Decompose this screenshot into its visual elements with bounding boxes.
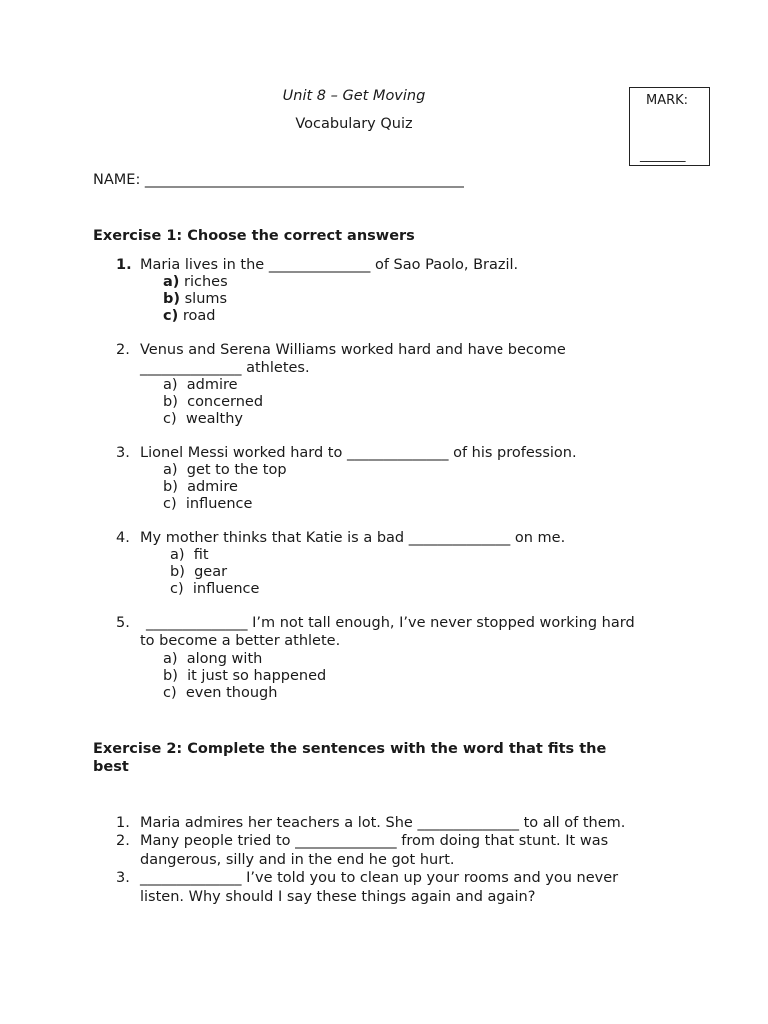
q5-number: 5. [116, 615, 130, 631]
q4-option-b: b) gear [170, 564, 228, 580]
e2-item3-number: 3. [116, 870, 130, 886]
exercise1-heading: Exercise 1: Choose the correct answers [93, 228, 415, 244]
q1-option-a: a) riches [163, 274, 228, 290]
q2-option-a: a) admire [163, 377, 238, 393]
e2-item1-text: Maria admires her teachers a lot. She ______________ to all of them. [140, 815, 626, 831]
mark-label: MARK: [646, 93, 689, 108]
exercise2-heading-cont: best [93, 759, 129, 775]
e2-item1-number: 1. [116, 815, 130, 831]
q3-text: Lionel Messi worked hard to ______________ of his profession. [140, 445, 577, 461]
unit-title: Unit 8 – Get Moving [282, 88, 426, 104]
e2-item2-text-cont: dangerous, silly and in the end he got hurt. [140, 852, 455, 868]
e2-item3-text: ______________ I’ve told you to clean up your rooms and you never [140, 870, 619, 886]
q5-text: ______________ I’m not tall enough, I’ve never stopped working hard [146, 615, 635, 631]
q2-text: Venus and Serena Williams worked hard and have become [140, 342, 566, 358]
q1-text: Maria lives in the ______________ of Sao Paolo, Brazil. [140, 257, 519, 273]
q3-option-c: c) influence [163, 496, 253, 512]
e2-item2-text: Many people tried to ______________ from doing that stunt. It was [140, 833, 609, 849]
e2-item3-text-cont: listen. Why should I say these things again and again? [140, 889, 536, 905]
q4-number: 4. [116, 530, 130, 546]
q3-option-b: b) admire [163, 479, 238, 495]
q4-text: My mother thinks that Katie is a bad ______________ on me. [140, 530, 566, 546]
mark-box [629, 87, 710, 166]
q1-option-c: c) road [163, 308, 216, 324]
exercise2-heading: Exercise 2: Complete the sentences with the word that fits the [93, 741, 607, 757]
q5-text-cont: to become a better athlete. [140, 633, 341, 649]
q3-option-a: a) get to the top [163, 462, 287, 478]
e2-item2-number: 2. [116, 833, 130, 849]
q4-option-a: a) fit [170, 547, 209, 563]
quiz-title: Vocabulary Quiz [295, 116, 413, 132]
q2-option-c: c) wealthy [163, 411, 244, 427]
q3-number: 3. [116, 445, 130, 461]
q2-option-b: b) concerned [163, 394, 264, 410]
name-field: NAME: ____________________________________________ [93, 172, 464, 188]
q5-option-b: b) it just so happened [163, 668, 327, 684]
q4-option-c: c) influence [170, 581, 260, 597]
mark-blank: _______ [640, 148, 686, 163]
q5-option-c: c) even though [163, 685, 278, 701]
q2-number: 2. [116, 342, 130, 358]
q2-text-cont: ______________ athletes. [140, 360, 310, 376]
q1-number: 1. [116, 257, 132, 273]
q5-option-a: a) along with [163, 651, 263, 667]
q1-option-b: b) slums [163, 291, 228, 307]
